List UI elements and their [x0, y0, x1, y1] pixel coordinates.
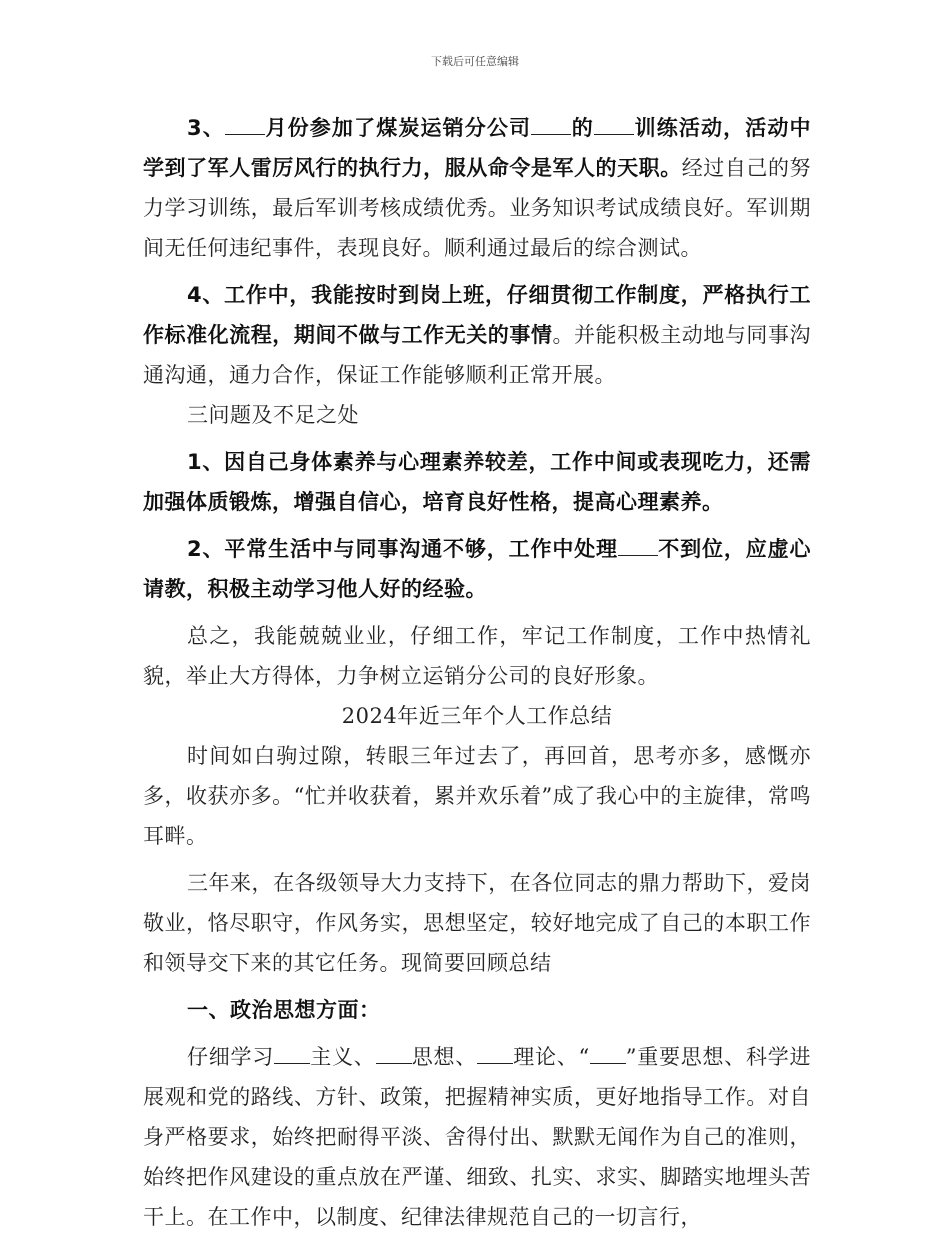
- item-3-text-c: 训练活动，活动中学到了军人雷厉风行的执行力，服从命令是军人的天职。: [143, 116, 812, 180]
- item-3-number: 3、: [187, 116, 225, 140]
- item-4-bold-text: 4、工作中，我能按时到岗上班，仔细贯彻工作制度，严格执行工作标准化流程，期间不做与工作无关的事情: [143, 283, 811, 347]
- issue-2-text-b: 不到位，应虚心请教，积极主动学习他人好的经验。: [143, 537, 811, 601]
- heading-political: 一、政治思想方面：: [187, 998, 381, 1022]
- political-text-c: 思想、: [411, 1045, 477, 1069]
- political-text-d: 理论、“: [513, 1045, 590, 1069]
- fill-blank: [225, 116, 265, 135]
- paragraph-item-4: [143, 275, 811, 395]
- fill-blank: [618, 537, 658, 556]
- fill-blank: [590, 1047, 626, 1064]
- section-3-title: 三问题及不足之处: [187, 403, 359, 427]
- fill-blank: [531, 116, 571, 135]
- issue-2: [143, 529, 811, 609]
- fill-blank: [594, 116, 634, 135]
- page-header: 下载后可任意编辑: [431, 55, 519, 68]
- paragraph-item-3: [143, 108, 811, 268]
- political-text-a: 仔细学习: [187, 1045, 274, 1069]
- item-4-text: 。并能积极主动地与同事沟通沟通，通力合作，保证工作能够顺利正常开展。: [143, 323, 812, 387]
- fill-blank: [477, 1047, 513, 1064]
- summary-paragraph: 总之，我能兢兢业业，仔细工作，牢记工作制度，工作中热情礼貌，举止大方得体，力争树立运销分公司的良好形象。: [143, 624, 811, 688]
- fill-blank: [274, 1047, 310, 1064]
- document-body: [143, 108, 811, 1237]
- paragraph-intro: 时间如白驹过隙，转眼三年过去了，再回首，思考亦多，感慨亦多，收获亦多。“忙并收获着，累并欢乐着”成了我心中的主旋律，常鸣耳畔。: [143, 744, 811, 848]
- paragraph-overview: 三年来，在各级领导大力支持下，在各位同志的鼎力帮助下，爱岗敬业，恪尽职守，作风务实，思想坚定，较好地完成了自己的本职工作和领导交下来的其它任务。现简要回顾总结: [143, 871, 811, 975]
- political-text-b: 主义、: [310, 1045, 376, 1069]
- political-text-e: ”重要思想、科学进展观和党的路线、方针、政策，把握精神实质，更好地指导工作。对自身严格要求，始终把耐得平淡、舍得付出、默默无闻作为自己的准则，始终把作风建设的重点放在严谨、细致、扎实、求实、脚踏实地埋头苦干上。在工作中，以制度、纪律法律规范自己的一切言行，: [143, 1045, 811, 1229]
- issue-1: 1、因自己身体素养与心理素养较差，工作中间或表现吃力，还需加强体质锻炼，增强自信心，培育良好性格，提高心理素养。: [143, 450, 811, 514]
- item-3-text-b: 的: [571, 116, 594, 140]
- item-3-text-a: 月份参加了煤炭运销分公司: [264, 116, 532, 140]
- document-title: 2024年近三年个人工作总结: [341, 704, 613, 728]
- issue-2-text-a: 2、平常生活中与同事沟通不够，工作中处理: [187, 537, 618, 561]
- fill-blank: [376, 1047, 412, 1064]
- item-3-text-d: 经过自己的努力学习训练，最后军训考核成绩优秀。业务知识考试成绩良好。军训期间无任何违纪事件，表现良好。顺利通过最后的综合测试。: [143, 156, 811, 260]
- paragraph-political: [143, 1037, 811, 1237]
